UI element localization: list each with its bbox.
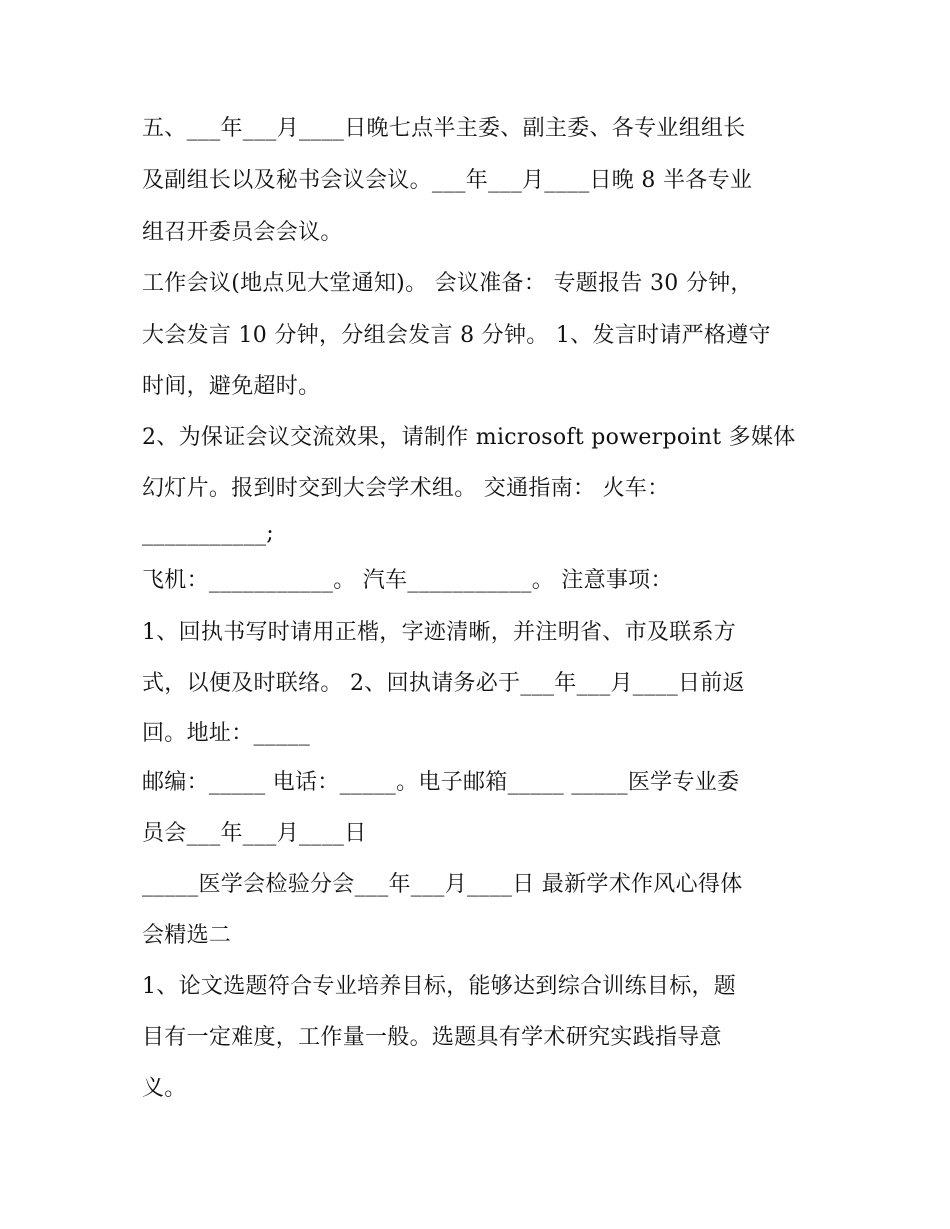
text-line: 及副组长以及秘书会议会议。___年___月____日晚 8 半各专业: [142, 168, 753, 193]
text-line: 时间，避免超时。: [142, 374, 321, 399]
text-line: 回。地址：_____: [142, 721, 311, 746]
text-line: 幻灯片。报到时交到大会学术组。 交通指南： 火车：: [142, 476, 670, 501]
text-line: 义。: [142, 1076, 187, 1101]
text-line: 员会___年___月____日: [142, 821, 367, 846]
text-line: 五、___年___月____日晚七点半主委、副主委、各专业组组长: [142, 116, 746, 141]
text-line: 1、回执书写时请用正楷，字迹清晰，并注明省、市及联系方: [142, 620, 737, 645]
text-line: 飞机：___________。 汽车___________。 注意事项：: [142, 568, 673, 593]
text-line: 邮编：_____ 电话：_____。电子邮箱_____ _____医学专业委: [142, 770, 740, 795]
text-line: ___________;: [142, 521, 275, 546]
text-line: 式，以便及时联络。 2、回执请务必于___年___月____日前返: [142, 671, 745, 696]
text-line: 大会发言 10 分钟，分组会发言 8 分钟。 1、发言时请严格遵守: [142, 323, 771, 348]
text-line: 会精选二: [142, 923, 232, 948]
text-line: 1、论文选题符合专业培养目标，能够达到综合训练目标，题: [142, 974, 737, 999]
text-line: 工作会议(地点见大堂通知)。 会议准备： 专题报告 30 分钟，: [142, 271, 753, 296]
text-line: 目有一定难度，工作量一般。选题具有学术研究实践指导意: [142, 1025, 722, 1050]
text-line: _____医学会检验分会___年___月____日 最新学术作风心得体: [142, 872, 743, 897]
text-line: 组召开委员会会议。: [142, 220, 343, 245]
text-line: 2、为保证会议交流效果，请制作 microsoft powerpoint 多媒体: [142, 425, 796, 450]
